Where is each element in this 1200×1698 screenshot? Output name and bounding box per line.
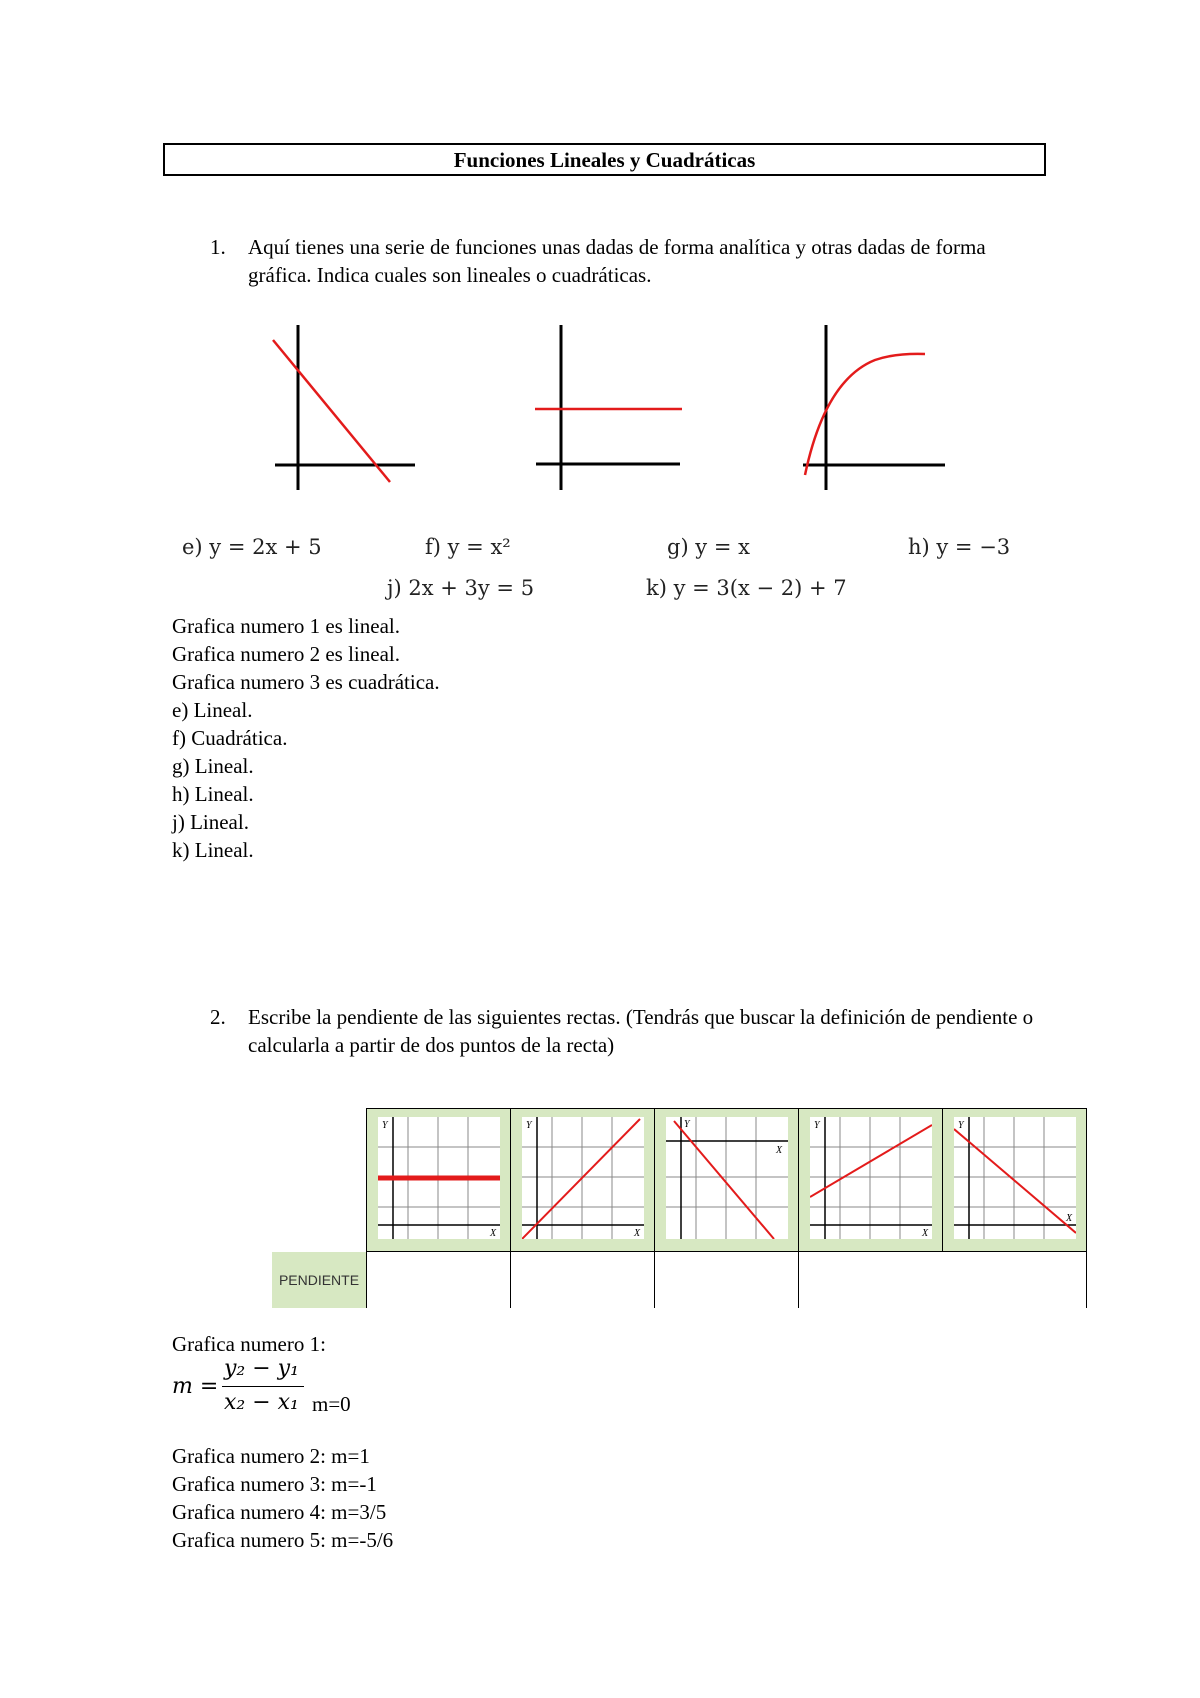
answer-line: Grafica numero 1 es lineal. xyxy=(172,614,400,638)
graph-1-line xyxy=(273,340,390,482)
answer-line: Grafica numero 2 es lineal. xyxy=(172,642,400,666)
equation-k: k) y = 3(x − 2) + 7 xyxy=(646,576,847,600)
x-axis-label: X xyxy=(1065,1212,1072,1224)
graph-3 xyxy=(795,320,955,490)
graph-2 xyxy=(530,320,690,490)
equation-g: g) y = x xyxy=(667,535,750,559)
y-axis-label: Y xyxy=(683,1118,690,1130)
question-1 xyxy=(210,233,1060,293)
slope-graph-2 xyxy=(522,1117,644,1239)
answer-line: Grafica numero 2: m=1 xyxy=(172,1444,370,1468)
equation-f: f) y = x² xyxy=(425,535,511,559)
formula-denominator: x₂ − x₁ xyxy=(224,1390,299,1415)
x-axis-label: X xyxy=(489,1227,496,1239)
question-2-number: 2. xyxy=(210,1005,226,1029)
answer-line: g) Lineal. xyxy=(172,754,254,778)
graph-1-slope-value: m=0 xyxy=(312,1392,351,1416)
slope-row-label: PENDIENTE xyxy=(272,1252,367,1309)
graph-1 xyxy=(265,320,425,490)
answer-line: k) Lineal. xyxy=(172,838,254,862)
y-axis-label: Y xyxy=(813,1119,820,1131)
y-axis-label: Y xyxy=(381,1119,388,1131)
slope-graph-cell-4 xyxy=(799,1109,943,1252)
y-axis-label: Y xyxy=(525,1119,532,1131)
answers-1 xyxy=(172,612,440,864)
slope-graph-3 xyxy=(666,1117,788,1239)
slope-graph-cell-5 xyxy=(943,1109,1087,1252)
slope-graph-cell-2 xyxy=(511,1109,655,1252)
y-axis-label: Y xyxy=(957,1119,964,1131)
x-axis-label: X xyxy=(633,1227,640,1239)
slope-graph-1 xyxy=(378,1117,500,1239)
slope-graph-cell-1 xyxy=(367,1109,511,1252)
question-1-text: Aquí tienes una serie de funciones unas dadas de forma analítica y otras dadas de forma gráfica. Indica cuales son lineales o cuadráticas. xyxy=(248,235,986,287)
slope-graph-cell-3 xyxy=(655,1109,799,1252)
answer-line: h) Lineal. xyxy=(172,782,254,806)
slope-graph-4 xyxy=(810,1117,932,1239)
answer-line: Grafica numero 3: m=-1 xyxy=(172,1472,377,1496)
formula-numerator: y₂ − y₁ xyxy=(224,1356,299,1381)
slope-answer-cell-4[interactable] xyxy=(799,1252,1087,1309)
answer-line: f) Cuadrática. xyxy=(172,726,288,750)
equation-h: h) y = −3 xyxy=(908,535,1011,559)
answer-line: e) Lineal. xyxy=(172,698,253,722)
question-2-text: Escribe la pendiente de las siguientes rectas. (Tendrás que buscar la definición de pendiente o calcularla a partir de dos puntos de la recta) xyxy=(248,1005,1034,1057)
answer-line: Grafica numero 3 es cuadrática. xyxy=(172,670,440,694)
graph-3-curve xyxy=(805,354,925,475)
slope-graph-5 xyxy=(954,1117,1076,1239)
slope-answer-cell-3[interactable] xyxy=(655,1252,799,1309)
slope-answer-cell-2[interactable] xyxy=(511,1252,655,1309)
slope-table xyxy=(272,1108,1087,1308)
x-axis-label: X xyxy=(775,1144,782,1156)
formula-m: m = xyxy=(172,1374,219,1399)
question-1-number: 1. xyxy=(210,235,226,259)
question-2 xyxy=(210,1003,1060,1063)
slope-formula xyxy=(172,1356,432,1420)
answer-line: Grafica numero 5: m=-5/6 xyxy=(172,1528,394,1552)
document-title: Funciones Lineales y Cuadráticas xyxy=(163,143,1046,176)
graph-1-answer-label: Grafica numero 1: xyxy=(172,1332,326,1356)
equation-j: j) 2x + 3y = 5 xyxy=(387,576,535,600)
answer-line: Grafica numero 4: m=3/5 xyxy=(172,1500,387,1524)
x-axis-label: X xyxy=(921,1227,928,1239)
fraction-bar xyxy=(222,1386,304,1387)
slope-answer-cell-1[interactable] xyxy=(367,1252,511,1309)
answers-2 xyxy=(172,1442,393,1554)
answer-line: j) Lineal. xyxy=(172,810,249,834)
equation-e: e) y = 2x + 5 xyxy=(182,535,322,559)
